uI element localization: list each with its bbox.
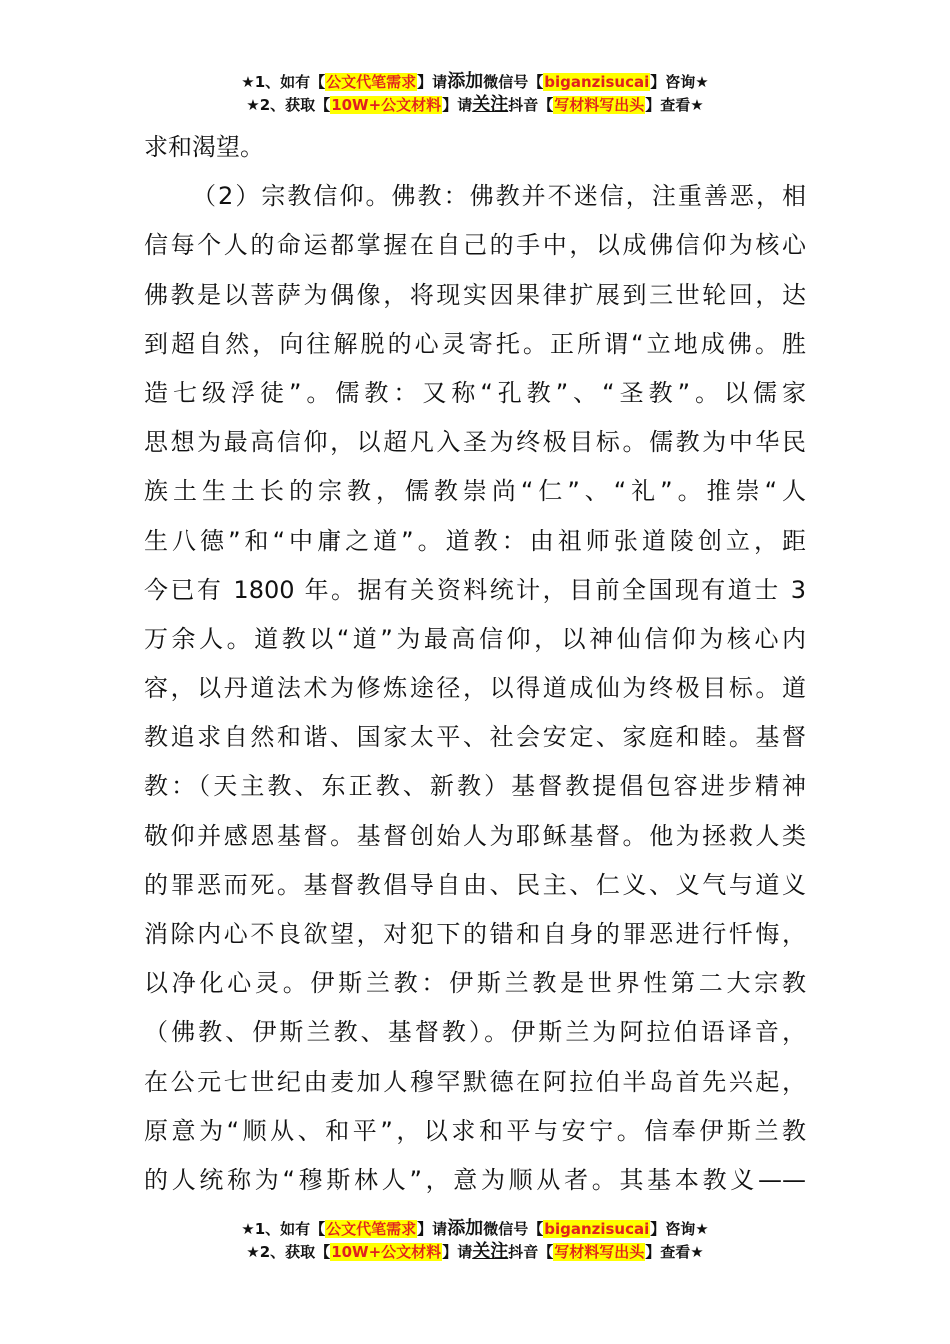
body-line-1: 求和渴望。 xyxy=(144,133,264,161)
header-line-1-suffix: 】咨询★ xyxy=(650,73,709,91)
footer-line-2-prefix: ★2、获取【 xyxy=(246,1243,331,1261)
header-line-1-prefix: ★1、如有【 xyxy=(241,73,326,91)
body-line-20: 在公元七世纪由麦加人穆罕默德在阿拉伯半岛首先兴起， xyxy=(144,1067,806,1096)
body-line-18: 以净化心灵。伊斯兰教：伊斯兰教是世界性第二大宗教 xyxy=(144,969,806,998)
footer-line-2-text-2: 抖音【 xyxy=(508,1243,554,1261)
footer-line-1 xyxy=(0,1217,950,1240)
footer-highlight-wechat-id: biganzisucai xyxy=(544,1220,650,1238)
footer-line-1-text: 】请 xyxy=(417,1220,448,1238)
footer-line-2-emphasis: 关注 xyxy=(472,1241,509,1262)
footer-highlight-service: 公文代笔需求 xyxy=(326,1220,417,1238)
body-line-9: 生八德”和“中庸之道”。道教：由祖师张道陵创立，距 xyxy=(144,526,806,555)
footer-line-2-text: 】请 xyxy=(442,1243,473,1261)
footer-line-2 xyxy=(0,1240,950,1263)
footer-highlight-douyin: 写材料写出头 xyxy=(554,1243,645,1261)
body-line-4: 佛教是以菩萨为偶像，将现实因果律扩展到三世轮回，达 xyxy=(144,280,806,309)
body-line-2: （2）宗教信仰。佛教：佛教并不迷信，注重善恶，相 xyxy=(192,182,806,211)
body-line-6: 造七级浮徒”。儒教：又称“孔教”、“圣教”。以儒家 xyxy=(144,378,806,407)
body-line-5: 到超自然，向往解脱的心灵寄托。正所谓“立地成佛。胜 xyxy=(144,329,806,358)
body-line-17: 消除内心不良欲望，对犯下的错和自身的罪恶进行忏悔， xyxy=(144,920,806,948)
header-line-2-text: 】请 xyxy=(442,96,473,114)
header-highlight-douyin: 写材料写出头 xyxy=(554,96,645,114)
body-line-11: 万余人。道教以“道”为最高信仰，以神仙信仰为核心内 xyxy=(144,624,806,653)
header-highlight-materials: 10W+公文材料 xyxy=(331,96,442,114)
body-line-14: 教：（天主教、东正教、新教）基督教提倡包容进步精神 xyxy=(144,772,806,801)
header-line-1 xyxy=(0,70,950,93)
header-line-2-text-2: 抖音【 xyxy=(508,96,554,114)
footer-line-1-text-2: 微信号【 xyxy=(483,1220,544,1238)
header-line-2-suffix: 】查看★ xyxy=(645,96,704,114)
body-line-13: 教追求自然和谐、国家太平、社会安定、家庭和睦。基督 xyxy=(144,723,806,752)
body-line-19: （佛教、伊斯兰教、基督教）。伊斯兰为阿拉伯语译音， xyxy=(144,1018,806,1047)
body-line-3: 信每个人的命运都掌握在自己的手中，以成佛信仰为核心 xyxy=(144,231,806,260)
body-line-7: 思想为最高信仰，以超凡入圣为终极目标。儒教为中华民 xyxy=(144,428,806,457)
body-line-12: 容，以丹道法术为修炼途径，以得道成仙为终极目标。道 xyxy=(144,674,806,703)
footer-line-1-prefix: ★1、如有【 xyxy=(241,1220,326,1238)
header-banner xyxy=(0,70,950,116)
footer-line-2-suffix: 】查看★ xyxy=(645,1243,704,1261)
header-highlight-service: 公文代笔需求 xyxy=(326,73,417,91)
body-line-10: 今已有 1800 年。据有关资料统计，目前全国现有道士 3 xyxy=(144,575,806,604)
footer-line-1-emphasis: 添加 xyxy=(447,1218,484,1239)
footer-line-1-suffix: 】咨询★ xyxy=(650,1220,709,1238)
footer-banner xyxy=(0,1217,950,1263)
header-line-2-prefix: ★2、获取【 xyxy=(246,96,331,114)
footer-highlight-materials: 10W+公文材料 xyxy=(331,1243,442,1261)
body-line-22: 的人统称为“穆斯林人”，意为顺从者。其基本教义—— xyxy=(144,1165,806,1194)
header-line-1-text-2: 微信号【 xyxy=(483,73,544,91)
document-body xyxy=(144,123,806,1205)
header-line-1-emphasis: 添加 xyxy=(447,71,484,92)
body-line-16: 的罪恶而死。基督教倡导自由、民主、仁义、义气与道义 xyxy=(144,870,806,899)
body-line-8: 族土生土长的宗教，儒教崇尚“仁”、“礼”。推崇“人 xyxy=(144,477,806,506)
header-line-1-text: 】请 xyxy=(417,73,448,91)
body-line-21: 原意为“顺从、和平”，以求和平与安宁。信奉伊斯兰教 xyxy=(144,1116,806,1145)
header-highlight-wechat-id: biganzisucai xyxy=(544,73,650,91)
body-line-15: 敬仰并感恩基督。基督创始人为耶稣基督。他为拯救人类 xyxy=(144,821,806,850)
header-line-2 xyxy=(0,93,950,116)
header-line-2-emphasis: 关注 xyxy=(472,94,509,115)
